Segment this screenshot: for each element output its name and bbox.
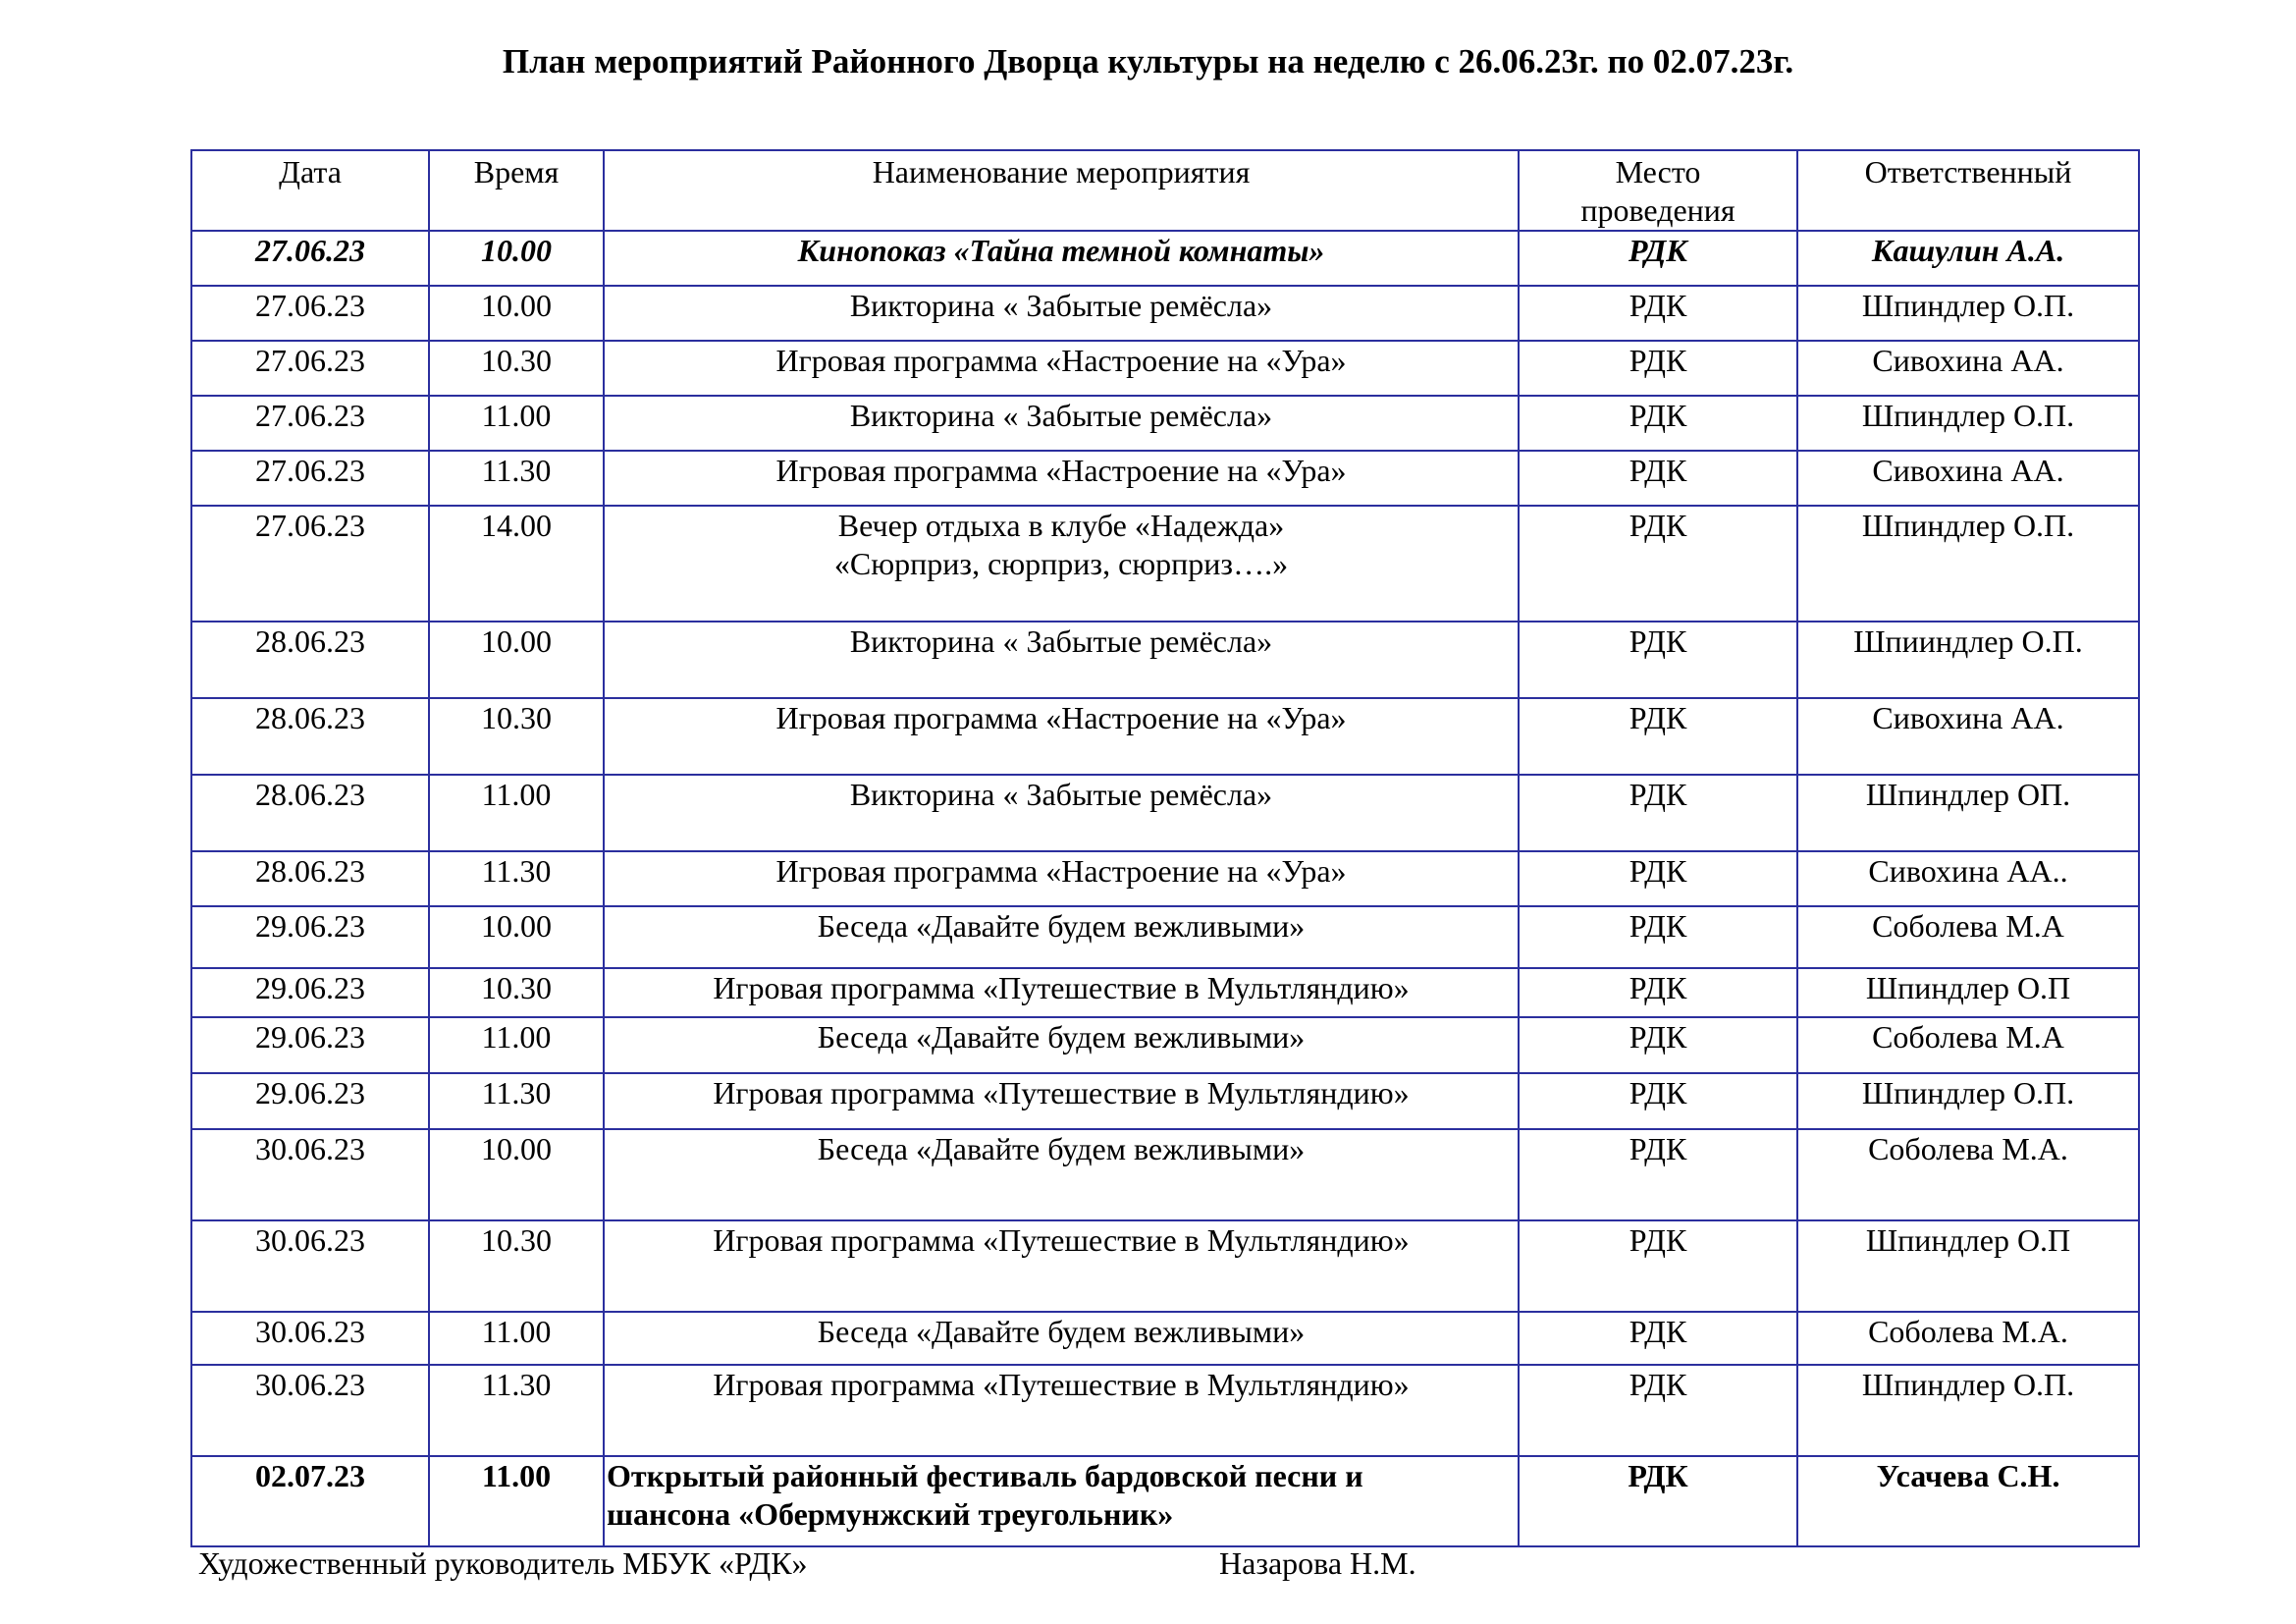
cell-time: 11.30 <box>429 1073 604 1129</box>
cell-responsible: Шпиндлер ОП. <box>1797 775 2139 851</box>
table-row <box>191 622 2139 698</box>
cell-venue: РДК <box>1519 968 1797 1017</box>
header-event-name: Наименование мероприятия <box>604 150 1519 231</box>
cell-time: 14.00 <box>429 506 604 622</box>
cell-venue: РДК <box>1519 851 1797 906</box>
cell-event-name: Игровая программа «Путешествие в Мультляндию» <box>604 1365 1519 1456</box>
table-row <box>191 1129 2139 1220</box>
cell-time: 10.30 <box>429 1220 604 1312</box>
cell-responsible: Соболева М.А. <box>1797 1312 2139 1365</box>
header-date: Дата <box>191 150 429 231</box>
cell-date: 27.06.23 <box>191 231 429 286</box>
cell-responsible: Соболева М.А. <box>1797 1129 2139 1220</box>
cell-event-name: Игровая программа «Путешествие в Мультляндию» <box>604 1073 1519 1129</box>
cell-venue: РДК <box>1519 1129 1797 1220</box>
cell-time: 11.00 <box>429 775 604 851</box>
table-row <box>191 341 2139 396</box>
cell-venue: РДК <box>1519 286 1797 341</box>
cell-date: 30.06.23 <box>191 1365 429 1456</box>
cell-responsible: Сивохина АА. <box>1797 451 2139 506</box>
cell-date: 30.06.23 <box>191 1129 429 1220</box>
cell-time: 10.00 <box>429 231 604 286</box>
cell-event-name: Игровая программа «Путешествие в Мультляндию» <box>604 968 1519 1017</box>
cell-event-name: Викторина « Забытые ремёсла» <box>604 622 1519 698</box>
cell-venue: РДК <box>1519 698 1797 775</box>
cell-venue: РДК <box>1519 1456 1797 1546</box>
cell-responsible: Шпиндлер О.П <box>1797 968 2139 1017</box>
cell-time: 11.00 <box>429 1312 604 1365</box>
cell-date: 30.06.23 <box>191 1312 429 1365</box>
cell-event-name: Беседа «Давайте будем вежливыми» <box>604 1129 1519 1220</box>
cell-time: 11.00 <box>429 1456 604 1546</box>
cell-venue: РДК <box>1519 506 1797 622</box>
table-row <box>191 906 2139 968</box>
cell-responsible: Шпиндлер О.П. <box>1797 1073 2139 1129</box>
header-time: Время <box>429 150 604 231</box>
signature-name: Назарова Н.М. <box>1219 1545 1416 1581</box>
cell-time: 10.00 <box>429 286 604 341</box>
document-title: План мероприятий Районного Дворца культуры на неделю с 26.06.23г. по 02.07.23г. <box>502 42 1794 81</box>
cell-time: 11.30 <box>429 451 604 506</box>
signature-position: Художественный руководитель МБУК «РДК» <box>198 1545 808 1581</box>
cell-event-name: Игровая программа «Путешествие в Мультляндию» <box>604 1220 1519 1312</box>
cell-event-name: Игровая программа «Настроение на «Ура» <box>604 451 1519 506</box>
cell-venue: РДК <box>1519 1073 1797 1129</box>
cell-venue: РДК <box>1519 1017 1797 1073</box>
cell-event-name: Вечер отдыха в клубе «Надежда» «Сюрприз, сюрприз, сюрприз….» <box>604 506 1519 622</box>
cell-responsible: Шпииндлер О.П. <box>1797 622 2139 698</box>
cell-event-name: Игровая программа «Настроение на «Ура» <box>604 698 1519 775</box>
cell-time: 11.30 <box>429 1365 604 1456</box>
cell-date: 29.06.23 <box>191 1073 429 1129</box>
cell-responsible: Шпиндлер О.П. <box>1797 396 2139 451</box>
cell-time: 10.00 <box>429 1129 604 1220</box>
cell-event-name: Беседа «Давайте будем вежливыми» <box>604 1017 1519 1073</box>
cell-date: 29.06.23 <box>191 906 429 968</box>
table-header-row <box>191 150 2139 231</box>
table-row <box>191 968 2139 1017</box>
cell-time: 10.30 <box>429 698 604 775</box>
cell-time: 10.00 <box>429 906 604 968</box>
cell-responsible: Шпиндлер О.П. <box>1797 286 2139 341</box>
cell-time: 10.00 <box>429 622 604 698</box>
table-row <box>191 1017 2139 1073</box>
cell-event-name: Викторина « Забытые ремёсла» <box>604 396 1519 451</box>
table-row <box>191 396 2139 451</box>
cell-date: 28.06.23 <box>191 622 429 698</box>
cell-venue: РДК <box>1519 1312 1797 1365</box>
table-row <box>191 1312 2139 1365</box>
cell-date: 02.07.23 <box>191 1456 429 1546</box>
table-row <box>191 231 2139 286</box>
cell-event-name: Викторина « Забытые ремёсла» <box>604 286 1519 341</box>
cell-venue: РДК <box>1519 1365 1797 1456</box>
table-row <box>191 1220 2139 1312</box>
table-row <box>191 698 2139 775</box>
cell-date: 28.06.23 <box>191 851 429 906</box>
cell-responsible: Сивохина АА. <box>1797 341 2139 396</box>
cell-venue: РДК <box>1519 341 1797 396</box>
table-row <box>191 775 2139 851</box>
cell-venue: РДК <box>1519 231 1797 286</box>
cell-responsible: Усачева С.Н. <box>1797 1456 2139 1546</box>
table-row <box>191 1456 2139 1546</box>
header-venue: Место проведения <box>1519 150 1797 231</box>
cell-responsible: Шпиндлер О.П. <box>1797 506 2139 622</box>
cell-venue: РДК <box>1519 906 1797 968</box>
cell-responsible: Шпиндлер О.П. <box>1797 1365 2139 1456</box>
cell-date: 28.06.23 <box>191 698 429 775</box>
cell-time: 11.30 <box>429 851 604 906</box>
cell-event-name: Игровая программа «Настроение на «Ура» <box>604 341 1519 396</box>
cell-date: 27.06.23 <box>191 451 429 506</box>
cell-date: 27.06.23 <box>191 341 429 396</box>
cell-responsible: Соболева М.А <box>1797 906 2139 968</box>
cell-event-name: Викторина « Забытые ремёсла» <box>604 775 1519 851</box>
cell-venue: РДК <box>1519 622 1797 698</box>
cell-date: 27.06.23 <box>191 506 429 622</box>
cell-date: 28.06.23 <box>191 775 429 851</box>
cell-date: 29.06.23 <box>191 968 429 1017</box>
cell-responsible: Кашулин А.А. <box>1797 231 2139 286</box>
cell-time: 10.30 <box>429 968 604 1017</box>
cell-date: 27.06.23 <box>191 286 429 341</box>
cell-date: 30.06.23 <box>191 1220 429 1312</box>
cell-venue: РДК <box>1519 775 1797 851</box>
cell-responsible: Сивохина АА.. <box>1797 851 2139 906</box>
cell-event-name: Кинопоказ «Тайна темной комнаты» <box>604 231 1519 286</box>
table-row <box>191 451 2139 506</box>
cell-time: 11.00 <box>429 1017 604 1073</box>
cell-event-name: Открытый районный фестиваль бардовской песни и шансона «Обермунжский треугольник» <box>604 1456 1519 1546</box>
cell-time: 10.30 <box>429 341 604 396</box>
cell-responsible: Шпиндлер О.П <box>1797 1220 2139 1312</box>
cell-responsible: Соболева М.А <box>1797 1017 2139 1073</box>
table-row <box>191 506 2139 622</box>
cell-responsible: Сивохина АА. <box>1797 698 2139 775</box>
cell-event-name: Беседа «Давайте будем вежливыми» <box>604 1312 1519 1365</box>
cell-time: 11.00 <box>429 396 604 451</box>
cell-date: 29.06.23 <box>191 1017 429 1073</box>
cell-venue: РДК <box>1519 1220 1797 1312</box>
cell-venue: РДК <box>1519 451 1797 506</box>
events-table <box>190 149 2140 1547</box>
cell-date: 27.06.23 <box>191 396 429 451</box>
table-row <box>191 286 2139 341</box>
cell-event-name: Беседа «Давайте будем вежливыми» <box>604 906 1519 968</box>
cell-event-name: Игровая программа «Настроение на «Ура» <box>604 851 1519 906</box>
table-row <box>191 1365 2139 1456</box>
header-responsible: Ответственный <box>1797 150 2139 231</box>
cell-venue: РДК <box>1519 396 1797 451</box>
table-row <box>191 851 2139 906</box>
table-row <box>191 1073 2139 1129</box>
